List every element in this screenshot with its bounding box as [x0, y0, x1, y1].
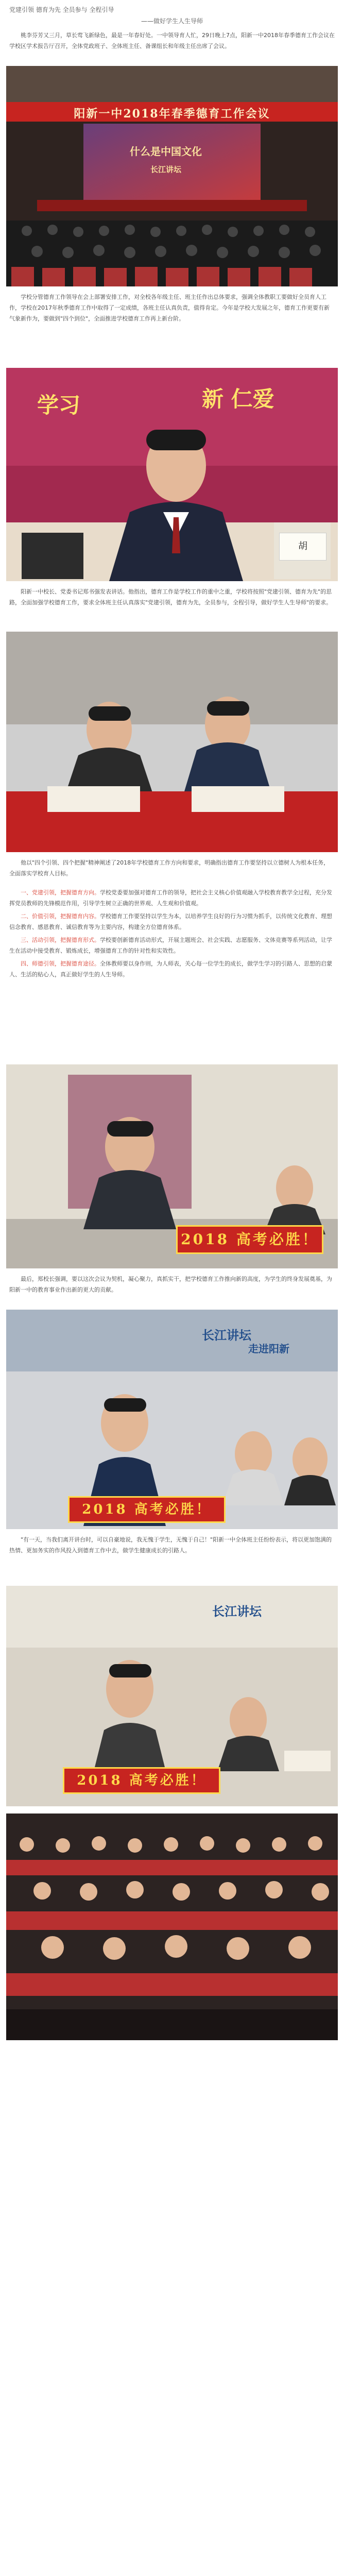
backdrop-caption-2: 走进阳新 [248, 1343, 289, 1355]
item-title: 三、活动引领，把握德育形式。 [21, 937, 100, 943]
slogan-banner: 2018 高考必胜！ [68, 1496, 226, 1523]
photo-speaker-backdrop [6, 1586, 338, 1806]
item-title: 一、党建引领，把握德育方向。 [21, 889, 100, 896]
intro-paragraph-1: 桃李芬芳又三月，草长莺飞新绿色，最是一年春好处。一中领导育人忙，29日晚上7点，阳新一中2018年春季德育工作会议在学校区学术报告厅召开，全体党政班子、全体班主任、备课组长和年级主任出席了会议。 [9, 32, 335, 49]
speaker-name-card: 胡 [279, 533, 326, 561]
conference-banner: 阳新一中2018年春季德育工作会议 [74, 107, 270, 121]
photo-signing-ceremony [6, 632, 338, 852]
article-tagline: 党建引领 德育为先 全员参与 全程引导 [9, 6, 114, 13]
item-body: 全体教师要以身作则，为人师表，关心每一位学生的成长，做学生学习的引路人、思想的启蒙人、生活的贴心人，真正做好学生的人生导师。 [9, 960, 332, 978]
screen-subcaption: 长江讲坛 [150, 165, 182, 174]
photo-conference-hall-art [6, 66, 338, 286]
backdrop-caption: 长江讲坛 [202, 1328, 251, 1343]
photo-audience [6, 1814, 338, 2040]
list-item [9, 958, 335, 980]
photo-speaker-portrait [6, 368, 338, 581]
paragraph-guidelines-intro: 他以"四个引领、四个把握"精神阐述了2018年学校德育工作方向和要求，明确指出德育工作要坚持以立德树人为根本任务，全面落实学校育人目标。 [9, 859, 330, 877]
item-body: 学校要创新德育活动形式，开展主题班会、社会实践、志愿服务、文体竞赛等系列活动，让学生在活动中接受教育、锻炼成长，增强德育工作的针对性和实效性。 [9, 937, 332, 954]
screen-caption: 什么是中国文化 [130, 145, 202, 158]
backdrop-text-sub: 学习 [37, 393, 81, 418]
intro-paragraph-2: 学校分管德育工作领导在会上部署安排工作，对全校各年级主任、班主任作出总体要求，强调全体教职工要做好全员育人工作，学校在2017年秋季德育工作中取得了一定成绩，各班主任认真负责，值得肯定。今年是学校大发展之年，德育工作更要有新气象新作为，要做到"四个到位"，全面推进学校德育工作再上新台阶。 [9, 294, 330, 322]
item-body: 学校党委要加强对德育工作的领导，把社会主义核心价值观融入学校教育教学全过程，充分发挥党员教师的先锋模范作用，引导学生树立正确的世界观、人生观和价值观。 [9, 889, 332, 907]
photo-signing-art [6, 632, 338, 852]
backdrop-caption: 长江讲坛 [212, 1604, 262, 1619]
list-item [9, 887, 335, 909]
item-title: 二、价值引领，把握德育内容。 [21, 913, 100, 920]
article-subtitle: ——做好学生人生导师 [141, 18, 203, 25]
photo-audience-art [6, 1814, 338, 2040]
paragraph-conclusion: 最后，郑校长强调，要以这次会议为契机，凝心聚力，真抓实干，把学校德育工作推向新的高度，为学生的终身发展奠基，为阳新一中的教育事业作出新的更大的贡献。 [9, 1276, 332, 1293]
backdrop-text-line: 新 仁爱 [202, 386, 274, 412]
list-item [9, 935, 335, 956]
item-title: 四、师德引领，把握德育途径。 [21, 960, 100, 967]
paragraph-teacher-quote: "有一天，当我们离开讲台时，可以自豪地说，我无愧于学生，无愧于自己！"阳新一中全体班主任纷纷表示，将以更加饱满的热情、更加务实的作风投入到德育工作中去，做学生健康成长的引路人。 [9, 1536, 332, 1554]
photo-podium-speaker [6, 1064, 338, 1268]
item-body: 学校德育工作要坚持以学生为本，以培养学生良好的行为习惯为抓手，以传统文化教育、理想信念教育、感恩教育、诚信教育等为主要内容，构建全方位德育体系。 [9, 913, 332, 930]
photo-conference-hall [6, 66, 338, 286]
items-list [9, 887, 335, 982]
photo-teacher-speaker [6, 1310, 338, 1529]
list-item [9, 911, 335, 933]
slogan-banner: 2018 高考必胜！ [63, 1767, 220, 1794]
paragraph-principal-speech: 阳新一中校长、党委书记郑书强发表讲话。他指出，德育工作是学校工作的重中之重，学校将按照"党建引领、德育为先"的思路，全面加强学校德育工作，要求全体班主任认真落实"党建引领，德育为先，全员参与，全程引导，做好学生人生导师"的要求。 [9, 588, 332, 606]
slogan-banner: 2018 高考必胜！ [176, 1225, 323, 1254]
